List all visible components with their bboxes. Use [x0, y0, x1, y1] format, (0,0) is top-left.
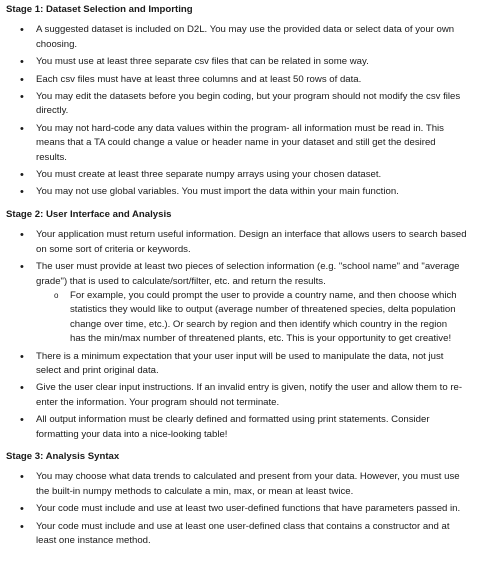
stage-2-heading: Stage 2: User Interface and Analysis	[6, 208, 172, 220]
list-item-text: The user must provide at least two pieces of selection information (e.g. "school name" and "average grade") that is used to calculate/sort/filter, etc. and return the results.	[36, 261, 460, 287]
sub-list-item: o For example, you could prompt the user to provide a country name, and then choose which statistics they would like to output (average number of threatened species, delta population change over time, etc.). Or search by region and then identify which country in the region has the min/max number of threatened plants, etc. This is your opportunity to get creative!	[36, 289, 468, 347]
list-item: • You must use at least three separate csv files that can be related in some way.	[6, 55, 486, 69]
stage-1-section	[6, 3, 486, 200]
stage-2-section	[6, 208, 486, 442]
stage-1-heading: Stage 1: Dataset Selection and Importing	[6, 4, 193, 15]
list-item: • You may choose what data trends to calculated and present from your data. However, you must use the built-in numpy methods to calculate a min, max, or mean at least twice.	[6, 470, 486, 499]
list-item: • All output information must be clearly defined and formatted using print statements. Consider formatting your data into a nice-looking table!	[6, 413, 486, 442]
list-item: • Your application must return useful information. Design an interface that allows users to search based on some sort of criteria or keywords.	[6, 228, 486, 257]
list-item: • You must create at least three separate numpy arrays using your chosen dataset.	[6, 168, 486, 182]
list-item: • Your code must include and use at least one user-defined class that contains a constructor and at least one instance method.	[6, 520, 486, 549]
list-item: • You may edit the datasets before you begin coding, but your program should not modify the csv files directly.	[6, 90, 486, 119]
list-item: • There is a minimum expectation that your user input will be used to manipulate the data, not just select and print original data.	[6, 350, 486, 379]
list-item: • Each csv files must have at least three columns and at least 50 rows of data.	[6, 73, 486, 87]
stage-2-sublist	[36, 289, 468, 347]
list-item: • A suggested dataset is included on D2L. You may use the provided data or select data of your own choosing.	[6, 23, 486, 52]
stage-2-list	[6, 228, 486, 442]
stage-3-section	[6, 450, 486, 548]
list-item: • You may not hard-code any data values within the program- all information must be read in. This means that a TA could change a value or header name in your dataset and still get the desired results.	[6, 122, 486, 165]
list-item: • You may not use global variables. You must import the data within your main function.	[6, 185, 486, 199]
list-item	[6, 260, 486, 346]
stage-3-list	[6, 470, 486, 548]
stage-3-heading: Stage 3: Analysis Syntax	[6, 450, 120, 462]
list-item: • Give the user clear input instructions. If an invalid entry is given, notify the user and allow them to re-enter the information. Your program should not terminate.	[6, 381, 486, 410]
stage-1-list	[6, 23, 486, 199]
list-item: • Your code must include and use at least two user-defined functions that have parameters passed in.	[6, 502, 486, 516]
